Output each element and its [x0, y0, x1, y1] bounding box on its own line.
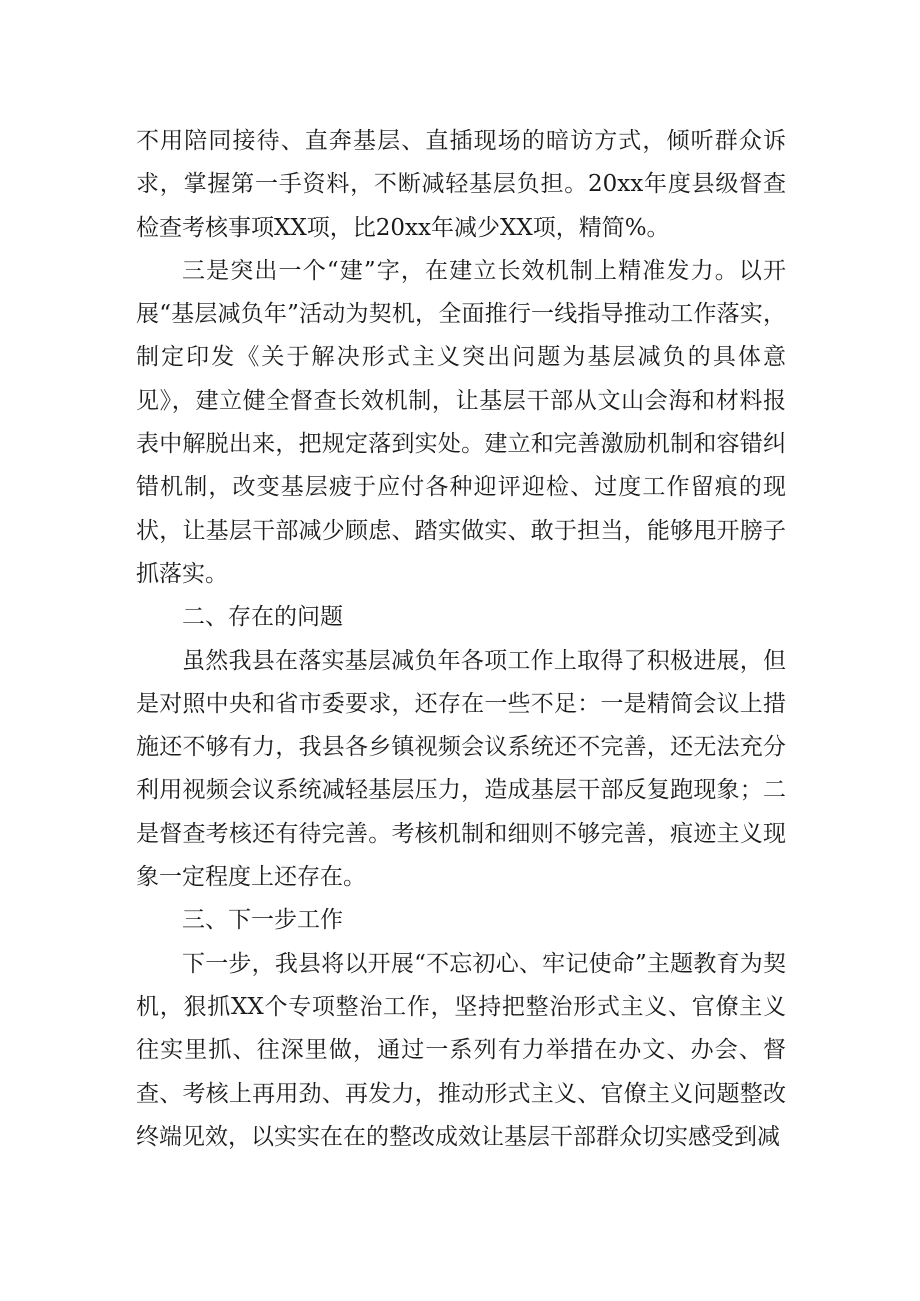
- section-heading-next-steps: 三、下一步工作: [182, 907, 343, 934]
- section-heading-problems: 二、存在的问题: [182, 604, 343, 631]
- document-body: [136, 120, 786, 1159]
- paragraph-continuation: 不用陪同接待、直奔基层、直插现场的暗访方式，倾听群众诉求，掌握第一手资料，不断减轻基层负担。20xx年度县级督查检查考核事项XX项，比20xx年减少XX项，精简%。: [136, 128, 786, 241]
- paragraph-establish-mechanism: 三是突出一个“建”字，在建立长效机制上精准发力。以开展“基层减负年”活动为契机，全面推行一线指导推动工作落实，制定印发《关于解决形式主义突出问题为基层减负的具体意见》，建立健全督查长效机制，让基层干部从文山会海和材料报表中解脱出来，把规定落到实处。建立和完善激励机制和容错纠错机制，改变基层疲于应付各种迎评迎检、过度工作留痕的现状，让基层干部减少顾虑、踏实做实、敢于担当，能够甩开膀子抓落实。: [136, 257, 786, 587]
- paragraph-next-steps: 下一步，我县将以开展“不忘初心、牢记使命”主题教育为契机，狠抓XX个专项整治工作，坚持把整治形式主义、官僚主义往实里抓、往深里做，通过一系列有力举措在办文、办会、督查、考核上再用劲、再发力，推动形式主义、官僚主义问题整改终端见效，以实实在在的整改成效让基层干部群众切实感受到减: [136, 950, 786, 1150]
- paragraph-problems: 虽然我县在落实基层减负年各项工作上取得了积极进展，但是对照中央和省市委要求，还存在一些不足：一是精简会议上措施还不够有力，我县各乡镇视频会议系统还不完善，还无法充分利用视频会议系统减轻基层压力，造成基层干部反复跑现象；二是督查考核还有待完善。考核机制和细则不够完善，痕迹主义现象一定程度上还存在。: [136, 647, 786, 891]
